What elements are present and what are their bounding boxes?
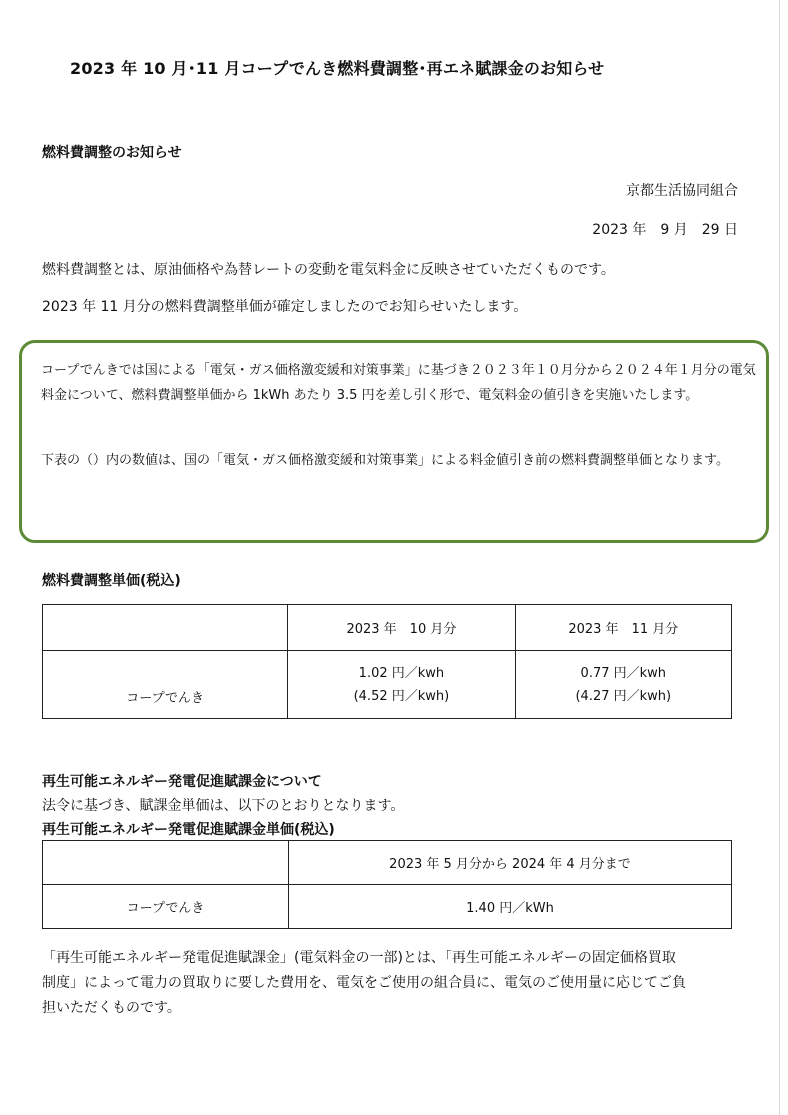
column-header-october: 2023 年 10 月分 bbox=[288, 605, 515, 651]
november-unit-price-cell bbox=[515, 651, 731, 719]
renewable-levy-unit-price: 1.40 円／kWh bbox=[289, 885, 732, 929]
column-header-period: 2023 年 5 月分から 2024 年 4 月分まで bbox=[289, 841, 732, 885]
fuel-table-heading: 燃料費調整単価(税込) bbox=[42, 573, 181, 589]
table-row bbox=[43, 885, 732, 929]
renewable-table-heading: 再生可能エネルギー発電促進賦課金単価(税込) bbox=[42, 822, 335, 838]
discount-notice-box bbox=[19, 340, 769, 543]
october-price-before-discount: (4.52 円／kwh) bbox=[353, 688, 450, 704]
discount-table-note: 下表の（）内の数値は、国の「電気・ガス価格激変緩和対策事業」による料金値引き前の燃料費調整単価となります。 bbox=[41, 453, 729, 468]
row-label-coop-denki: コープでんき bbox=[43, 651, 288, 719]
november-price-before-discount: (4.27 円／kwh) bbox=[575, 688, 672, 704]
table-row bbox=[43, 651, 732, 719]
table-corner-cell bbox=[43, 605, 288, 651]
renewable-levy-table bbox=[42, 840, 732, 929]
fuel-adjustment-table bbox=[42, 604, 732, 719]
organization-name: 京都生活協同組合 bbox=[626, 183, 738, 199]
renewable-levy-explanation-line3: 担いただくものです。 bbox=[42, 1000, 181, 1016]
fuel-adjustment-announcement: 2023 年 11 月分の燃料費調整単価が確定しましたのでお知らせいたします。 bbox=[42, 299, 528, 315]
renewable-levy-heading: 再生可能エネルギー発電促進賦課金について bbox=[42, 774, 322, 790]
table-corner-cell bbox=[43, 841, 289, 885]
october-unit-price: 1.02 円／kwh bbox=[358, 665, 445, 681]
renewable-levy-explanation-line2: 制度」によって電力の買取りに要した費用を、電気をご使用の組合員に、電気のご使用量に応じてご負 bbox=[42, 975, 686, 991]
fuel-adjustment-heading: 燃料費調整のお知らせ bbox=[42, 145, 182, 161]
table-header-row bbox=[43, 605, 732, 651]
page-edge bbox=[779, 0, 780, 1115]
fuel-adjustment-description: 燃料費調整とは、原油価格や為替レートの変動を電気料金に反映させていただくものです。 bbox=[42, 262, 615, 278]
notice-date: 2023 年 9 月 29 日 bbox=[592, 222, 738, 238]
discount-notice-paragraph: コープでんきでは国による「電気・ガス価格激変緩和対策事業」に基づき２０２３年１０月分から２０２４年１月分の電気料金について、燃料費調整単価から 1kWh あたり 3.5 円を差し引く形で、電気料金の値引きを実施いたします。 bbox=[41, 363, 756, 403]
renewable-levy-description: 法令に基づき、賦課金単価は、以下のとおりとなります。 bbox=[42, 798, 405, 814]
page-title: 2023 年 10 月･11 月コープでんき燃料費調整･再エネ賦課金のお知らせ bbox=[70, 59, 605, 78]
column-header-november: 2023 年 11 月分 bbox=[515, 605, 731, 651]
november-unit-price: 0.77 円／kwh bbox=[580, 665, 667, 681]
row-label-coop-denki: コープでんき bbox=[43, 885, 289, 929]
october-unit-price-cell bbox=[288, 651, 515, 719]
table-header-row bbox=[43, 841, 732, 885]
renewable-levy-explanation-line1: 「再生可能エネルギー発電促進賦課金」(電気料金の一部)とは、「再生可能エネルギーの固定価格買取 bbox=[42, 950, 676, 966]
